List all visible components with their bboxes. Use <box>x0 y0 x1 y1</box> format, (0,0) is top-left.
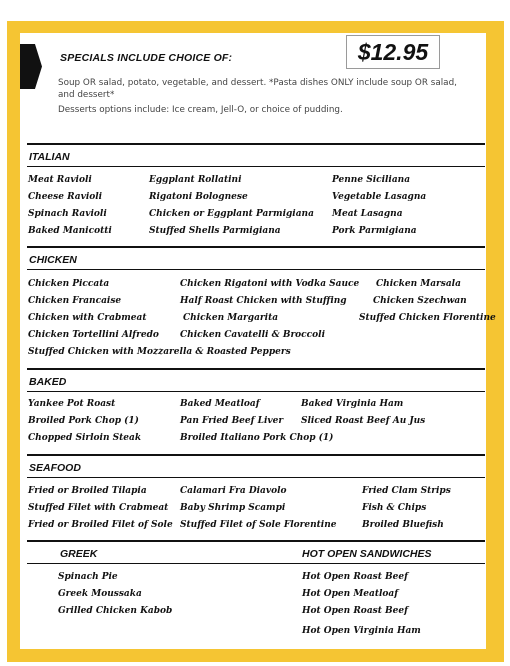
section-divider <box>27 166 485 167</box>
dessert-note: Desserts options include: Ice cream, Jell-O, or choice of pudding. <box>58 105 343 115</box>
menu-item: Hot Open Meatloaf <box>302 589 399 599</box>
section-divider <box>27 143 485 145</box>
menu-item: Spinach Ravioli <box>28 209 107 219</box>
menu-item: Stuffed Shells Parmigiana <box>149 226 281 236</box>
menu-item: Spinach Pie <box>58 572 118 582</box>
menu-item: Eggplant Rollatini <box>149 175 242 185</box>
section-divider <box>27 269 485 270</box>
section-divider <box>27 477 485 478</box>
menu-item: Chicken Szechwan <box>373 296 467 306</box>
menu-item: Hot Open Roast Beef <box>302 572 408 582</box>
menu-item: Pork Parmigiana <box>332 226 417 236</box>
menu-item: Fried or Broiled Filet of Sole <box>28 520 173 530</box>
menu-item: Baby Shrimp Scampi <box>180 503 286 513</box>
menu-item: Vegetable Lasagna <box>332 192 427 202</box>
menu-item: Chicken Piccata <box>28 279 110 289</box>
section-divider <box>27 563 485 564</box>
menu-item: Sliced Roast Beef Au Jus <box>301 416 426 426</box>
menu-item: Chicken with Crabmeat <box>28 313 147 323</box>
menu-item: Baked Meatloaf <box>180 399 260 409</box>
menu-item: Pan Fried Beef Liver <box>180 416 284 426</box>
menu-item: Chicken Francaise <box>28 296 122 306</box>
section-title-chicken: CHICKEN <box>29 254 77 266</box>
section-title-seafood: SEAFOOD <box>29 462 81 474</box>
menu-item: Penne Siciliana <box>332 175 411 185</box>
menu-item: Chicken Rigatoni with Vodka Sauce <box>180 279 360 289</box>
section-title-sandwiches: HOT OPEN SANDWICHES <box>302 548 432 560</box>
menu-item: Grilled Chicken Kabob <box>58 606 173 616</box>
menu-item: Baked Virginia Ham <box>301 399 404 409</box>
menu-item: Stuffed Chicken with Mozzarella & Roasted Peppers <box>28 347 291 357</box>
menu-item: Stuffed Chicken Florentine <box>359 313 496 323</box>
menu-item: Broiled Italiano Pork Chop (1) <box>180 433 334 443</box>
menu-item: Stuffed Filet of Sole Florentine <box>180 520 337 530</box>
section-title-baked: BAKED <box>29 376 67 388</box>
menu-item: Broiled Pork Chop (1) <box>28 416 139 426</box>
section-divider <box>27 454 485 456</box>
section-title-greek: GREEK <box>60 548 98 560</box>
menu-item: Chicken Margarita <box>183 313 279 323</box>
section-divider <box>27 391 485 392</box>
section-divider <box>27 246 485 248</box>
menu-item: Chopped Sirloin Steak <box>28 433 142 443</box>
menu-item: Meat Lasagna <box>332 209 403 219</box>
menu-item: Calamari Fra Diavolo <box>180 486 287 496</box>
menu-item: Fried or Broiled Tilapia <box>28 486 147 496</box>
menu-item: Chicken Cavatelli & Broccoli <box>180 330 325 340</box>
menu-item: Cheese Ravioli <box>28 192 103 202</box>
menu-item: Fried Clam Strips <box>362 486 451 496</box>
menu-item: Hot Open Virginia Ham <box>302 626 421 636</box>
menu-item: Fish & Chips <box>362 503 427 513</box>
section-title-italian: ITALIAN <box>29 151 70 163</box>
menu-item: Meat Ravioli <box>28 175 92 185</box>
section-divider <box>27 368 485 370</box>
specials-heading: SPECIALS INCLUDE CHOICE OF: <box>60 52 233 64</box>
menu-item: Chicken Tortellini Alfredo <box>28 330 159 340</box>
price-box: $12.95 <box>346 35 440 69</box>
menu-item: Baked Manicotti <box>28 226 112 236</box>
menu-item: Yankee Pot Roast <box>28 399 116 409</box>
menu-item: Rigatoni Bolognese <box>149 192 248 202</box>
specials-note: Soup OR salad, potato, vegetable, and dessert. *Pasta dishes ONLY include soup OR salad, and dessert* <box>58 78 457 100</box>
menu-item: Chicken Marsala <box>376 279 461 289</box>
menu-item: Broiled Bluefish <box>362 520 444 530</box>
menu-item: Half Roast Chicken with Stuffing <box>180 296 347 306</box>
menu-item: Hot Open Roast Beef <box>302 606 408 616</box>
menu-item: Chicken or Eggplant Parmigiana <box>149 209 314 219</box>
section-divider <box>27 540 485 542</box>
menu-item: Greek Moussaka <box>58 589 142 599</box>
menu-item: Stuffed Filet with Crabmeat <box>28 503 169 513</box>
